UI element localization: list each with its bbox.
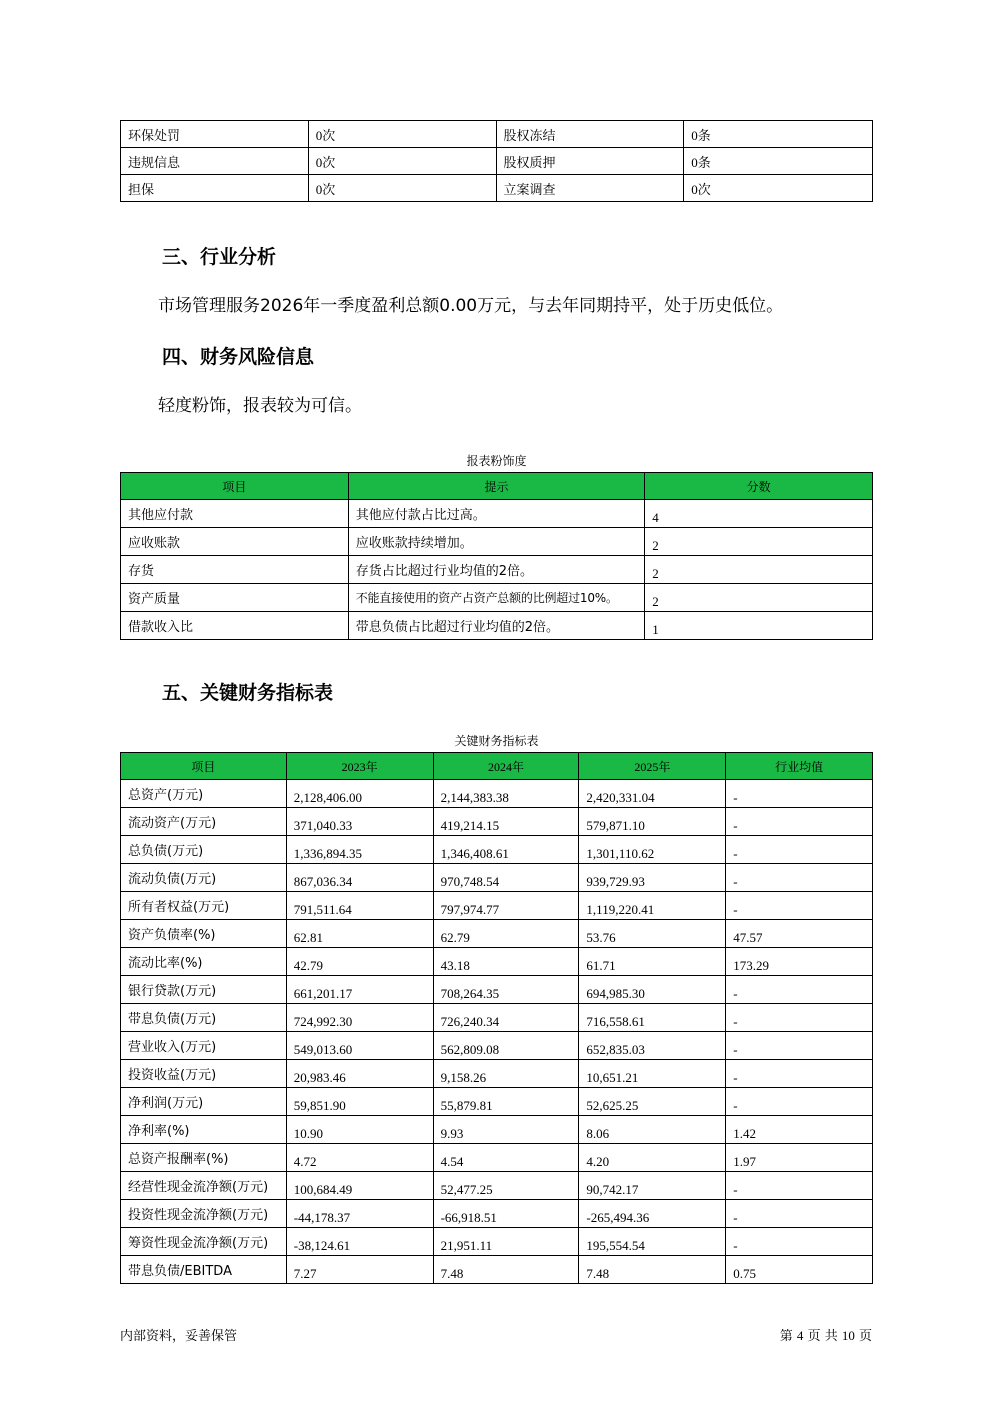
table-row — [121, 780, 873, 808]
value-2025-cell: 7.48 — [579, 1256, 726, 1284]
value-2024-cell: 62.79 — [433, 920, 579, 948]
industry-average-cell: 0.75 — [726, 1256, 873, 1284]
value-2024-cell: 562,809.08 — [433, 1032, 579, 1060]
table-row — [121, 121, 873, 148]
industry-average-cell: - — [726, 892, 873, 920]
score-cell: 2 — [645, 528, 873, 556]
column-header: 分数 — [645, 473, 873, 500]
column-header: 项目 — [121, 473, 349, 500]
risk-label: 担保 — [121, 175, 309, 202]
item-cell: 资产负债率(%) — [121, 920, 287, 948]
table-header-row — [121, 753, 873, 780]
table-row — [121, 528, 873, 556]
industry-average-cell: - — [726, 864, 873, 892]
value-2025-cell: 2,420,331.04 — [579, 780, 726, 808]
value-2024-cell: 4.54 — [433, 1144, 579, 1172]
table-row — [121, 612, 873, 640]
item-cell: 借款收入比 — [121, 612, 349, 640]
risk-label: 违规信息 — [121, 148, 309, 175]
item-cell: 应收账款 — [121, 528, 349, 556]
value-2025-cell: 90,742.17 — [579, 1172, 726, 1200]
page-number — [780, 1325, 872, 1344]
risk-label: 股权冻结 — [496, 121, 684, 148]
table-row — [121, 1228, 873, 1256]
hint-cell: 带息负债占比超过行业均值的2倍。 — [348, 612, 645, 640]
hint-cell: 不能直接使用的资产占资产总额的比例超过10%。 — [348, 584, 645, 612]
industry-average-cell: 173.29 — [726, 948, 873, 976]
table-row — [121, 864, 873, 892]
column-header: 2024年 — [433, 753, 579, 780]
table-header-row — [121, 473, 873, 500]
value-2024-cell: 9.93 — [433, 1116, 579, 1144]
industry-average-cell: - — [726, 780, 873, 808]
table-row — [121, 948, 873, 976]
value-2024-cell: 1,346,408.61 — [433, 836, 579, 864]
score-cell: 2 — [645, 584, 873, 612]
table-row — [121, 556, 873, 584]
page-total: 10 — [841, 1328, 855, 1343]
footer-confidential-note: 内部资料，妥善保管 — [120, 1329, 238, 1344]
value-2024-cell: 797,974.77 — [433, 892, 579, 920]
value-2025-cell: 195,554.54 — [579, 1228, 726, 1256]
value-2024-cell: 2,144,383.38 — [433, 780, 579, 808]
value-2023-cell: 59,851.90 — [286, 1088, 433, 1116]
value-2023-cell: 4.72 — [286, 1144, 433, 1172]
item-cell: 所有者权益(万元) — [121, 892, 287, 920]
value-2025-cell: 652,835.03 — [579, 1032, 726, 1060]
table-row — [121, 1032, 873, 1060]
hint-cell: 存货占比超过行业均值的2倍。 — [348, 556, 645, 584]
value-2023-cell: -44,178.37 — [286, 1200, 433, 1228]
value-2023-cell: 371,040.33 — [286, 808, 433, 836]
risk-label: 股权质押 — [496, 148, 684, 175]
industry-average-cell: 1.97 — [726, 1144, 873, 1172]
value-2025-cell: 8.06 — [579, 1116, 726, 1144]
value-2023-cell: 1,336,894.35 — [286, 836, 433, 864]
table-row — [121, 1144, 873, 1172]
value-2025-cell: 61.71 — [579, 948, 726, 976]
column-header: 2025年 — [579, 753, 726, 780]
item-cell: 带息负债(万元) — [121, 1004, 287, 1032]
value-2025-cell: 52,625.25 — [579, 1088, 726, 1116]
value-2023-cell: 10.90 — [286, 1116, 433, 1144]
table-row — [121, 1116, 873, 1144]
industry-average-cell: - — [726, 1228, 873, 1256]
value-2023-cell: 2,128,406.00 — [286, 780, 433, 808]
value-2025-cell: 1,119,220.41 — [579, 892, 726, 920]
value-2024-cell: 9,158.26 — [433, 1060, 579, 1088]
industry-average-cell: - — [726, 1172, 873, 1200]
industry-average-cell: - — [726, 976, 873, 1004]
item-cell: 总负债(万元) — [121, 836, 287, 864]
table-caption: 报表粉饰度 — [466, 454, 527, 468]
section-heading-financial-risk: 四、财务风险信息 — [162, 346, 315, 368]
risk-value: 0条 — [684, 148, 873, 175]
score-cell: 2 — [645, 556, 873, 584]
value-2024-cell: 970,748.54 — [433, 864, 579, 892]
item-cell: 流动比率(%) — [121, 948, 287, 976]
risk-info-table — [120, 120, 873, 202]
item-cell: 经营性现金流净额(万元) — [121, 1172, 287, 1200]
value-2024-cell: -66,918.51 — [433, 1200, 579, 1228]
value-2025-cell: 579,871.10 — [579, 808, 726, 836]
page-suffix: 页 — [858, 1329, 872, 1344]
industry-average-cell: - — [726, 808, 873, 836]
score-cell: 4 — [645, 500, 873, 528]
item-cell: 净利润(万元) — [121, 1088, 287, 1116]
column-header: 2023年 — [286, 753, 433, 780]
value-2023-cell: 724,992.30 — [286, 1004, 433, 1032]
value-2023-cell: 661,201.17 — [286, 976, 433, 1004]
value-2023-cell: 791,511.64 — [286, 892, 433, 920]
financial-risk-text: 轻度粉饰，报表较为可信。 — [158, 396, 362, 416]
table-row — [121, 1172, 873, 1200]
value-2024-cell: 7.48 — [433, 1256, 579, 1284]
value-2025-cell: 1,301,110.62 — [579, 836, 726, 864]
value-2024-cell: 43.18 — [433, 948, 579, 976]
value-2024-cell: 708,264.35 — [433, 976, 579, 1004]
item-cell: 存货 — [121, 556, 349, 584]
value-2023-cell: 100,684.49 — [286, 1172, 433, 1200]
item-cell: 筹资性现金流净额(万元) — [121, 1228, 287, 1256]
value-2025-cell: -265,494.36 — [579, 1200, 726, 1228]
item-cell: 净利率(%) — [121, 1116, 287, 1144]
table-row — [121, 1060, 873, 1088]
risk-value: 0次 — [308, 148, 496, 175]
item-cell: 总资产(万元) — [121, 780, 287, 808]
value-2024-cell: 52,477.25 — [433, 1172, 579, 1200]
risk-label: 环保处罚 — [121, 121, 309, 148]
value-2025-cell: 53.76 — [579, 920, 726, 948]
page-mid: 页 共 — [807, 1329, 838, 1344]
hint-cell: 其他应付款占比过高。 — [348, 500, 645, 528]
table-row — [121, 808, 873, 836]
risk-value: 0次 — [308, 121, 496, 148]
value-2024-cell: 726,240.34 — [433, 1004, 579, 1032]
value-2023-cell: 867,036.34 — [286, 864, 433, 892]
risk-label: 立案调查 — [496, 175, 684, 202]
table-row — [121, 892, 873, 920]
table-row — [121, 175, 873, 202]
item-cell: 带息负债/EBITDA — [121, 1256, 287, 1284]
value-2024-cell: 55,879.81 — [433, 1088, 579, 1116]
value-2023-cell: -38,124.61 — [286, 1228, 433, 1256]
risk-value: 0条 — [684, 121, 873, 148]
industry-average-cell: - — [726, 1004, 873, 1032]
value-2025-cell: 694,985.30 — [579, 976, 726, 1004]
item-cell: 银行贷款(万元) — [121, 976, 287, 1004]
value-2023-cell: 42.79 — [286, 948, 433, 976]
item-cell: 投资收益(万元) — [121, 1060, 287, 1088]
table-row — [121, 1004, 873, 1032]
table-row — [121, 584, 873, 612]
value-2023-cell: 549,013.60 — [286, 1032, 433, 1060]
table-row — [121, 500, 873, 528]
table-row — [121, 1256, 873, 1284]
industry-average-cell: - — [726, 1060, 873, 1088]
score-cell: 1 — [645, 612, 873, 640]
industry-average-cell: - — [726, 1032, 873, 1060]
industry-average-cell: 47.57 — [726, 920, 873, 948]
value-2024-cell: 419,214.15 — [433, 808, 579, 836]
value-2025-cell: 4.20 — [579, 1144, 726, 1172]
table-row — [121, 920, 873, 948]
value-2024-cell: 21,951.11 — [433, 1228, 579, 1256]
table-caption: 关键财务指标表 — [454, 734, 539, 748]
page-prefix: 第 — [779, 1329, 793, 1344]
item-cell: 营业收入(万元) — [121, 1032, 287, 1060]
value-2023-cell: 62.81 — [286, 920, 433, 948]
table-row — [121, 148, 873, 175]
column-header: 项目 — [121, 753, 287, 780]
industry-average-cell: - — [726, 836, 873, 864]
industry-average-cell: - — [726, 1088, 873, 1116]
value-2025-cell: 716,558.61 — [579, 1004, 726, 1032]
risk-value: 0次 — [308, 175, 496, 202]
item-cell: 资产质量 — [121, 584, 349, 612]
section-heading-industry: 三、行业分析 — [162, 246, 277, 268]
item-cell: 其他应付款 — [121, 500, 349, 528]
value-2025-cell: 939,729.93 — [579, 864, 726, 892]
key-financial-indicators-table — [120, 752, 873, 1284]
industry-average-cell: 1.42 — [726, 1116, 873, 1144]
item-cell: 总资产报酬率(%) — [121, 1144, 287, 1172]
risk-value: 0次 — [684, 175, 873, 202]
value-2023-cell: 20,983.46 — [286, 1060, 433, 1088]
table-row — [121, 976, 873, 1004]
value-2025-cell: 10,651.21 — [579, 1060, 726, 1088]
section-heading-key-indicators: 五、关键财务指标表 — [162, 682, 334, 704]
table-row — [121, 1088, 873, 1116]
page-current: 4 — [796, 1328, 804, 1343]
hint-cell: 应收账款持续增加。 — [348, 528, 645, 556]
industry-analysis-text: 市场管理服务2026年一季度盈利总额0.00万元，与去年同期持平，处于历史低位。 — [158, 296, 784, 316]
column-header: 提示 — [348, 473, 645, 500]
industry-average-cell: - — [726, 1200, 873, 1228]
item-cell: 流动负债(万元) — [121, 864, 287, 892]
value-2023-cell: 7.27 — [286, 1256, 433, 1284]
item-cell: 流动资产(万元) — [121, 808, 287, 836]
item-cell: 投资性现金流净额(万元) — [121, 1200, 287, 1228]
table-row — [121, 1200, 873, 1228]
whitewash-table — [120, 472, 873, 640]
table-row — [121, 836, 873, 864]
column-header: 行业均值 — [726, 753, 873, 780]
